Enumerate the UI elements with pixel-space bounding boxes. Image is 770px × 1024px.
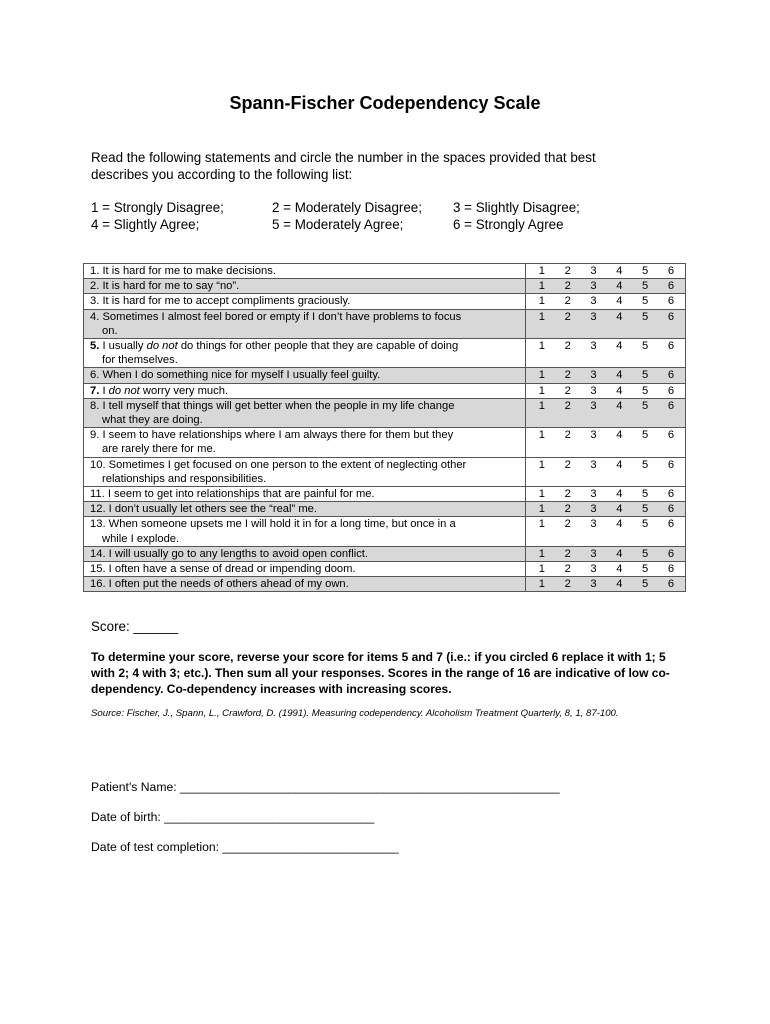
rating-option[interactable]: 5 xyxy=(642,265,649,277)
rating-option[interactable]: 1 xyxy=(538,399,545,412)
rating-cell xyxy=(525,309,685,338)
statement-text-part: I usually xyxy=(102,340,147,353)
rating-option[interactable]: 1 xyxy=(538,547,545,560)
rating-option[interactable]: 6 xyxy=(667,280,675,293)
rating-option[interactable]: 1 xyxy=(538,295,545,308)
statement-text-part: I xyxy=(102,384,109,397)
rating-option[interactable]: 3 xyxy=(590,310,597,323)
statement-text xyxy=(90,488,375,500)
rating-option[interactable]: 3 xyxy=(590,295,597,308)
rating-option[interactable]: 2 xyxy=(564,429,571,442)
rating-option[interactable]: 4 xyxy=(616,503,623,516)
rating-options xyxy=(526,339,685,353)
rating-option[interactable]: 2 xyxy=(564,384,571,397)
rating-cell xyxy=(525,428,685,457)
rating-cell xyxy=(525,502,685,517)
rating-cell xyxy=(525,487,685,502)
rating-option[interactable]: 1 xyxy=(538,310,545,323)
rating-option[interactable]: 3 xyxy=(590,488,597,501)
rating-option[interactable]: 4 xyxy=(616,340,623,353)
statement-text-part: I often put the needs of others ahead of my own. xyxy=(108,578,349,591)
rating-options xyxy=(526,487,685,501)
rating-option[interactable]: 2 xyxy=(564,295,571,308)
legend-entry: 3 = Slightly Disagree; xyxy=(453,200,580,215)
rating-option[interactable]: 4 xyxy=(616,518,623,531)
statement-text-part: I will usually go to any lengths to avoid open conflict. xyxy=(108,547,369,560)
rating-option[interactable]: 4 xyxy=(616,369,623,382)
statement-text-part: It is hard for me to make decisions. xyxy=(102,265,276,277)
rating-option[interactable]: 1 xyxy=(538,340,545,353)
table-row xyxy=(84,517,686,546)
rating-option[interactable]: 3 xyxy=(590,458,597,471)
rating-option[interactable]: 6 xyxy=(667,547,675,560)
statement-text xyxy=(90,265,276,277)
statement-number: 6. xyxy=(90,369,100,382)
statement-number: 1. xyxy=(90,265,100,277)
statement-number: 4. xyxy=(90,310,100,323)
rating-option[interactable]: 5 xyxy=(642,547,649,560)
rating-option[interactable]: 5 xyxy=(642,518,649,531)
rating-options xyxy=(526,577,685,591)
statement-cell xyxy=(84,577,526,592)
legend-entry: 1 = Strongly Disagree; xyxy=(91,200,224,215)
legend-entry: 6 = Strongly Agree xyxy=(453,217,564,232)
rating-option[interactable]: 2 xyxy=(564,310,571,323)
rating-option[interactable]: 5 xyxy=(642,369,649,382)
statement-continuation: on. xyxy=(102,324,118,337)
statement-text-part: worry very much. xyxy=(139,384,229,397)
rating-option[interactable]: 6 xyxy=(667,563,675,576)
rating-cell xyxy=(525,577,685,592)
rating-option[interactable]: 6 xyxy=(667,369,675,382)
rating-option[interactable]: 6 xyxy=(667,265,675,277)
statement-text-part: I seem to have relationships where I am always there for them but they xyxy=(102,429,454,442)
rating-option[interactable]: 3 xyxy=(590,547,597,560)
statement-text xyxy=(90,578,349,590)
rating-option[interactable]: 6 xyxy=(667,429,675,442)
rating-option[interactable]: 4 xyxy=(616,295,623,308)
rating-option[interactable]: 5 xyxy=(642,578,649,591)
legend-row xyxy=(91,216,651,233)
statement-cell xyxy=(84,368,526,383)
statement-continuation: for themselves. xyxy=(102,354,178,367)
statement-cell xyxy=(84,517,526,546)
statement-number: 13. xyxy=(90,518,106,531)
statement-number: 15. xyxy=(90,563,106,576)
rating-option[interactable]: 4 xyxy=(616,563,623,576)
rating-option[interactable]: 2 xyxy=(564,340,571,353)
rating-option[interactable]: 6 xyxy=(667,295,675,308)
rating-options xyxy=(526,264,685,278)
rating-option[interactable]: 2 xyxy=(564,547,571,560)
statement-continuation: are rarely there for me. xyxy=(102,443,216,456)
rating-option[interactable]: 5 xyxy=(642,310,649,323)
rating-option[interactable]: 3 xyxy=(590,429,597,442)
statement-text xyxy=(90,518,456,530)
rating-option[interactable]: 1 xyxy=(538,384,545,397)
statement-cell xyxy=(84,457,526,486)
statement-text xyxy=(90,385,228,397)
statement-text-part: Sometimes I almost feel bored or empty if I don’t have problems to focus xyxy=(102,310,462,323)
rating-legend xyxy=(91,199,651,233)
statement-number: 10. xyxy=(90,458,106,471)
statement-text xyxy=(90,459,466,471)
statement-text-part: I often have a sense of dread or impending doom. xyxy=(108,563,356,576)
statement-cell xyxy=(84,546,526,561)
statement-text xyxy=(90,400,454,412)
rating-option[interactable]: 3 xyxy=(590,369,597,382)
legend-entry: 5 = Moderately Agree; xyxy=(272,217,404,232)
rating-option[interactable]: 5 xyxy=(642,488,649,501)
statement-number: 16. xyxy=(90,578,106,591)
table-row xyxy=(84,546,686,561)
rating-option[interactable]: 3 xyxy=(590,265,597,277)
rating-cell xyxy=(525,279,685,294)
date-of-birth-field[interactable]: Date of birth: _______________________________ xyxy=(91,810,375,824)
table-row xyxy=(84,383,686,398)
rating-option[interactable]: 4 xyxy=(616,578,623,591)
statement-text-part: When someone upsets me I will hold it in for a long time, but once in a xyxy=(108,518,456,531)
legend-row xyxy=(91,199,651,216)
statement-continuation: while I explode. xyxy=(102,532,180,545)
rating-option[interactable]: 4 xyxy=(616,399,623,412)
table-row xyxy=(84,339,686,368)
rating-option[interactable]: 2 xyxy=(564,265,571,277)
table-row xyxy=(84,487,686,502)
table-row xyxy=(84,264,686,279)
statement-text-part: When I do something nice for myself I usually feel guilty. xyxy=(102,369,381,382)
table-row xyxy=(84,428,686,457)
rating-option[interactable]: 1 xyxy=(538,488,545,501)
rating-option[interactable]: 3 xyxy=(590,340,597,353)
statement-text-part: Sometimes I get focused on one person to the extent of neglecting other xyxy=(108,458,467,471)
statement-number: 2. xyxy=(90,280,100,293)
rating-cell xyxy=(525,294,685,309)
rating-option[interactable]: 3 xyxy=(590,503,597,516)
rating-options xyxy=(526,547,685,561)
rating-cell xyxy=(525,368,685,383)
statement-number: 11. xyxy=(90,488,105,501)
rating-cell xyxy=(525,546,685,561)
statements-table xyxy=(83,263,686,592)
rating-options xyxy=(526,428,685,442)
rating-cell xyxy=(525,517,685,546)
page-title: Spann-Fischer Codependency Scale xyxy=(229,93,541,113)
rating-option[interactable]: 5 xyxy=(642,295,649,308)
statement-text xyxy=(90,429,453,441)
rating-options xyxy=(526,562,685,576)
rating-option[interactable]: 2 xyxy=(564,518,571,531)
statement-text xyxy=(90,369,380,381)
legend-entry: 2 = Moderately Disagree; xyxy=(272,200,422,215)
rating-option[interactable]: 2 xyxy=(564,488,571,501)
rating-option[interactable]: 2 xyxy=(564,503,571,516)
rating-option[interactable]: 6 xyxy=(667,399,675,412)
statement-cell xyxy=(84,279,526,294)
rating-option[interactable]: 2 xyxy=(564,280,571,293)
table-row xyxy=(84,294,686,309)
statement-text xyxy=(90,311,461,323)
scoring-instructions: To determine your score, reverse your score for items 5 and 7 (i.e.: if you circled 6 replace it with 1; 5 with 2; 4 with 3; etc.). Then sum all your responses. Scores in the range of 16 are indicative of low co-dependency. Co-dependency increases with increasing scores. xyxy=(91,650,670,696)
patient-name-field[interactable]: Patient's Name: ________________________________________________________ xyxy=(91,780,560,794)
rating-option[interactable]: 6 xyxy=(667,384,675,397)
rating-options xyxy=(526,310,685,324)
rating-option[interactable]: 3 xyxy=(590,518,597,531)
rating-option[interactable]: 4 xyxy=(616,265,623,277)
table-row xyxy=(84,562,686,577)
rating-option[interactable]: 1 xyxy=(538,265,545,277)
statement-text xyxy=(90,563,356,575)
statement-number: 3. xyxy=(90,295,100,308)
rating-options xyxy=(526,517,685,531)
rating-option[interactable]: 3 xyxy=(590,578,597,591)
rating-option[interactable]: 1 xyxy=(538,369,545,382)
rating-option[interactable]: 6 xyxy=(667,458,675,471)
rating-option[interactable]: 6 xyxy=(667,340,675,353)
statement-continuation: relationships and responsibilities. xyxy=(102,472,267,485)
table-row xyxy=(84,309,686,338)
rating-option[interactable]: 3 xyxy=(590,280,597,293)
statement-number: 14. xyxy=(90,547,106,560)
statement-text-part: It is hard for me to say “no”. xyxy=(102,280,240,293)
statement-cell xyxy=(84,562,526,577)
statement-number: 7. xyxy=(90,384,100,397)
statement-cell xyxy=(84,398,526,427)
statement-cell xyxy=(84,309,526,338)
rating-option[interactable]: 1 xyxy=(538,429,545,442)
rating-option[interactable]: 3 xyxy=(590,384,597,397)
statement-text xyxy=(90,280,239,292)
rating-option[interactable]: 5 xyxy=(642,429,649,442)
rating-option[interactable]: 1 xyxy=(538,503,545,516)
statement-cell xyxy=(84,294,526,309)
statement-number: 9. xyxy=(90,429,100,442)
instructions-intro: Read the following statements and circle the number in the spaces provided that best describes you according to the following list: xyxy=(91,150,596,182)
rating-options xyxy=(526,368,685,382)
rating-option[interactable]: 2 xyxy=(564,369,571,382)
statement-text xyxy=(90,295,350,307)
statement-text xyxy=(90,503,317,515)
statement-continuation: what they are doing. xyxy=(102,414,203,427)
rating-option[interactable]: 1 xyxy=(538,458,545,471)
rating-option[interactable]: 6 xyxy=(667,503,675,516)
rating-option[interactable]: 4 xyxy=(616,547,623,560)
rating-option[interactable]: 3 xyxy=(590,399,597,412)
table-row xyxy=(84,577,686,592)
table-row xyxy=(84,457,686,486)
rating-option[interactable]: 5 xyxy=(642,280,649,293)
rating-options xyxy=(526,384,685,398)
rating-cell xyxy=(525,264,685,279)
rating-options xyxy=(526,294,685,308)
rating-option[interactable]: 2 xyxy=(564,458,571,471)
rating-cell xyxy=(525,383,685,398)
statement-cell xyxy=(84,502,526,517)
rating-option[interactable]: 4 xyxy=(616,458,623,471)
statement-number: 5. xyxy=(90,340,100,353)
rating-option[interactable]: 1 xyxy=(538,280,545,293)
rating-option[interactable]: 2 xyxy=(564,563,571,576)
rating-option[interactable]: 5 xyxy=(642,399,649,412)
rating-option[interactable]: 1 xyxy=(538,518,545,531)
rating-option[interactable]: 4 xyxy=(616,384,623,397)
statement-number: 8. xyxy=(90,399,100,412)
table-row xyxy=(84,398,686,427)
rating-option[interactable]: 4 xyxy=(616,488,623,501)
rating-option[interactable]: 5 xyxy=(642,458,649,471)
statement-text-part: I seem to get into relationships that are painful for me. xyxy=(107,488,375,501)
score-field[interactable]: Score: ______ xyxy=(91,619,179,634)
rating-option[interactable]: 5 xyxy=(642,503,649,516)
statement-text-part: do things for other people that they are capable of doing xyxy=(177,340,459,353)
rating-options xyxy=(526,458,685,472)
statement-text-part: It is hard for me to accept compliments graciously. xyxy=(102,295,351,308)
statement-cell xyxy=(84,339,526,368)
rating-option[interactable]: 5 xyxy=(642,340,649,353)
rating-option[interactable]: 2 xyxy=(564,578,571,591)
rating-option[interactable]: 6 xyxy=(667,310,675,323)
source-citation: Source: Fischer, J., Spann, L., Crawford, D. (1991). Measuring codependency. Alcoholism Treatment Quarterly, 8, 1, 87-100. xyxy=(91,708,619,719)
statement-text xyxy=(90,548,368,560)
rating-cell xyxy=(525,562,685,577)
rating-options xyxy=(526,279,685,293)
completion-date-field[interactable]: Date of test completion: __________________________ xyxy=(91,840,399,854)
rating-option[interactable]: 5 xyxy=(642,563,649,576)
statement-cell xyxy=(84,428,526,457)
rating-cell xyxy=(525,339,685,368)
rating-option[interactable]: 2 xyxy=(564,399,571,412)
rating-option[interactable]: 4 xyxy=(616,280,623,293)
rating-option[interactable]: 6 xyxy=(667,578,675,591)
rating-option[interactable]: 6 xyxy=(667,518,675,531)
rating-option[interactable]: 4 xyxy=(616,310,623,323)
statement-cell xyxy=(84,383,526,398)
statement-emphasis: do not xyxy=(146,340,178,353)
table-row xyxy=(84,502,686,517)
statement-cell xyxy=(84,264,526,279)
rating-cell xyxy=(525,398,685,427)
rating-cell xyxy=(525,457,685,486)
legend-entry: 4 = Slightly Agree; xyxy=(91,217,200,232)
rating-option[interactable]: 6 xyxy=(667,488,675,501)
statement-text-part: I don’t usually let others see the “real” me. xyxy=(108,503,317,516)
rating-option[interactable]: 4 xyxy=(616,429,623,442)
rating-option[interactable]: 5 xyxy=(642,384,649,397)
table-row xyxy=(84,279,686,294)
statement-cell xyxy=(84,487,526,502)
statement-text-part: I tell myself that things will get better when the people in my life change xyxy=(102,399,455,412)
statement-emphasis: do not xyxy=(108,384,140,397)
statement-number: 12. xyxy=(90,503,106,516)
rating-option[interactable]: 1 xyxy=(538,578,545,591)
statement-text xyxy=(90,340,458,352)
rating-option[interactable]: 1 xyxy=(538,563,545,576)
rating-options xyxy=(526,399,685,413)
rating-option[interactable]: 3 xyxy=(590,563,597,576)
table-row xyxy=(84,368,686,383)
rating-options xyxy=(526,502,685,516)
